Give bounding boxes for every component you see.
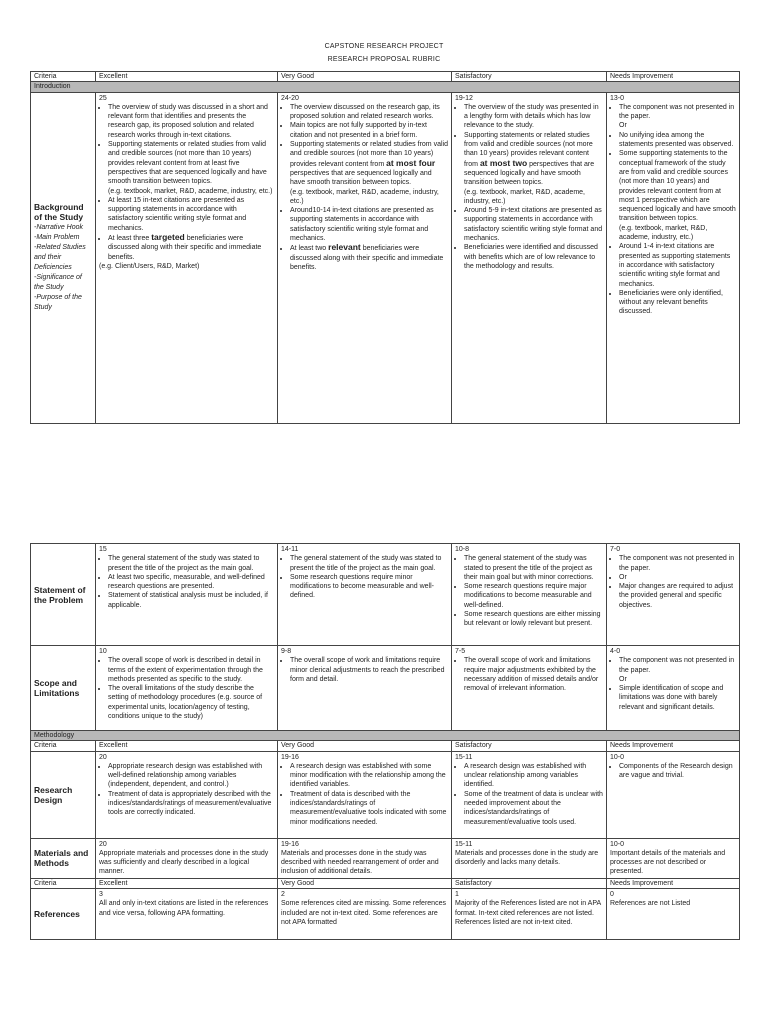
bullet-list: • The component was not presented in the paper. Or • No unifying idea among the statements presented was observed. • Some supporting statements to the conceptual framework of the study are from valid and credible sources (not more than 10 years) and provides relevant content from at most 1 perspective which are sequenced logically and have smooth transition between topics. (e.g. textbook, market, R&D, academe, industry, etc.) • Around 1-4 in-text citations are presented as supporting statements in accordance with satisfactory scientific writing style format and mechanics. • Beneficiaries were only identified, without any relevant benefits discussed. — [610, 103, 736, 317]
points: 7-5 — [455, 648, 466, 655]
cell-scope-needs-improvement — [607, 646, 740, 731]
cell-scope-satisfactory — [452, 646, 607, 731]
header-very-good: Very Good — [278, 72, 452, 82]
bullet-list: • Appropriate research design was established with well-defined relationship among variables (independent, dependent, and control.) • Treatment of data is appropriately described with the indices/standards/ratings of measurement/evaluative tools are correctly indicated. — [99, 762, 274, 818]
header-criteria: Criteria — [31, 878, 96, 888]
cell-scope-very-good — [278, 646, 452, 731]
row-background — [31, 92, 740, 423]
points: 19-16 — [281, 753, 299, 761]
criterion-background — [31, 92, 96, 423]
row-references — [31, 889, 740, 940]
bullet-list: • The overall scope of work and limitations require minor clerical adjustments to reach the prescribed form and detail. — [281, 656, 448, 684]
bullet-list: • The general statement of the study was stated to present the title of the project as the main goal. • At least two specific, measurable, and well-defined research questions are presented. • Statement of statistical analysis must be included, if applicable. — [99, 554, 274, 610]
header-criteria: Criteria — [31, 72, 96, 82]
points: 15-11 — [455, 840, 473, 848]
cell-background-very-good — [278, 92, 452, 423]
points: 13-0 — [610, 94, 625, 102]
rubric-table-methodology — [30, 543, 740, 940]
header-row — [31, 878, 740, 888]
cell-statement-satisfactory — [452, 544, 607, 646]
header-satisfactory: Satisfactory — [452, 878, 607, 888]
points: 19-16 — [281, 840, 299, 848]
points: 7-0 — [610, 546, 621, 553]
cell-design-very-good — [278, 751, 452, 838]
cell-background-satisfactory — [452, 92, 607, 423]
criterion-materials: Materials and Methods — [31, 838, 96, 878]
cell-background-needs-improvement — [607, 92, 740, 423]
header-satisfactory: Satisfactory — [452, 741, 607, 751]
cell-materials-needs-improvement: 10-0 Important details of the materials and processes are not described or presented. — [607, 838, 740, 878]
criterion-references: References — [31, 889, 96, 940]
points: 10-0 — [610, 840, 625, 848]
header-excellent: Excellent — [96, 878, 278, 888]
criterion-subtopics: -Narrative Hook -Main Problem -Related Studies and their Deficiencies -Significance of the Study -Purpose of the Study — [34, 224, 86, 312]
section-row-methodology — [31, 731, 740, 741]
criterion-statement: Statement of the Problem — [31, 544, 96, 646]
bullet-list: • The general statement of the study was stated to present the title of the project as the main goal. • Some research questions require minor modifications to become measurable and well-defined. — [281, 554, 448, 600]
header-row — [31, 72, 740, 82]
document-subtitle: RESEARCH PROPOSAL RUBRIC — [327, 56, 441, 63]
header-satisfactory: Satisfactory — [452, 72, 607, 82]
cell-design-satisfactory — [452, 751, 607, 838]
cell-design-excellent — [96, 751, 278, 838]
row-materials-methods — [31, 838, 740, 878]
header-very-good: Very Good — [278, 878, 452, 888]
cell-materials-satisfactory: 15-11 Materials and processes done in the study are disorderly and lacks many details. — [452, 838, 607, 878]
points: 25 — [99, 94, 107, 102]
header-needs-improvement: Needs Improvement — [607, 878, 740, 888]
header-row — [31, 741, 740, 751]
bullet-list: • The overview discussed on the research gap, its proposed solution and related research works. • Main topics are not fully supported by in-text citation and not presented in a brief form. • Supporting statements or related studies from valid and credible sources (not more than 10 years) provides relevant content from at most four perspectives that are sequenced logically and have smooth transition between topics. (e.g. textbook, market, R&D, academe, industry, etc.) • Around10-14 in-text citations are presented as supporting statements in accordance with satisfactory scientific writing style format and mechanics. • At least two relevant beneficiaries were discussed along with their specific and immediate benefits. — [281, 103, 448, 272]
cell-statement-excellent — [96, 544, 278, 646]
document-title: CAPSTONE RESEARCH PROJECT — [324, 43, 444, 50]
bullet-list: • Components of the Research design are vague and trivial. — [610, 762, 736, 781]
points: 15-11 — [455, 753, 473, 761]
cell-references-satisfactory: 1 Majority of the References listed are not in APA format. In-text cited references are not listed. References listed are not in-text cited. — [452, 889, 607, 940]
cell-materials-excellent: 20 Appropriate materials and processes done in the study was sufficiently and clearly described in a logical manner. — [96, 838, 278, 878]
points: 15 — [99, 546, 107, 553]
cell-design-needs-improvement — [607, 751, 740, 838]
points: 20 — [99, 840, 107, 848]
cell-background-excellent: 25 • The overview of study was discussed in a short and relevant form that identifies and presents the research gap, its proposed solution and related research works through in-text citations. • Supporting statements or related studies from valid and credible sources (not more than 10 years) provides relevant content from at least five perspectives that are sequenced logically and have smooth transition between topics. (e.g. textbook, market, R&D, academe, industry, etc.) • At least 15 in-text citations are presented as supporting statements in accordance with satisfactory scientific writing style format and mechanics. • At least three targeted beneficiaries were discussed along with their specific and immediate benefits. (e.g. Client/Users, R&D, Market) — [96, 92, 278, 423]
header-criteria: Criteria — [31, 741, 96, 751]
header-needs-improvement: Needs Improvement — [607, 72, 740, 82]
criterion-scope: Scope and Limitations — [31, 646, 96, 731]
bullet-list: • A research design was established with unclear relationship among variables identified. • Some of the treatment of data is unclear with needed improvement about the indices/standards/ratings of measurement/evaluative tools used. — [455, 762, 603, 827]
header-needs-improvement: Needs Improvement — [607, 741, 740, 751]
section-row-introduction — [31, 82, 740, 92]
cell-references-needs-improvement: 0 References are not Listed — [607, 889, 740, 940]
header-very-good: Very Good — [278, 741, 452, 751]
cell-statement-needs-improvement — [607, 544, 740, 646]
row-research-design — [31, 751, 740, 838]
points: 9-8 — [281, 648, 292, 655]
cell-statement-very-good — [278, 544, 452, 646]
bullet-list: • The component was not presented in the paper. Or • Simple identification of scope and limitations was done with barely relevant and significant details. — [610, 656, 736, 712]
points: 10-0 — [610, 753, 625, 761]
bullet-list: • The overall scope of work and limitations require major adjustments exhibited by the necessary addition of missed details and/or removal of irrelevant information. — [455, 656, 603, 693]
section-methodology: Methodology — [31, 731, 740, 741]
bullet-list: • The component was not presented in the paper. • Or • Major changes are required to adjust the provided general and specific objectives. — [610, 554, 736, 610]
criterion-title: Background of the Study — [34, 202, 84, 223]
points: 3 — [99, 891, 103, 899]
row-scope-limitations — [31, 646, 740, 731]
points: 0 — [610, 891, 614, 899]
header-excellent: Excellent — [96, 72, 278, 82]
bullet-list: • The overview of study was discussed in a short and relevant form that identifies and presents the research gap, its proposed solution and related research works through in-text citations. • Supporting statements or related studies from valid and credible sources (not more than 10 years) provides relevant content from at least five perspectives that are sequenced logically and have smooth transition between topics. (e.g. textbook, market, R&D, academe, industry, etc.) • At least 15 in-text citations are presented as supporting statements in accordance with satisfactory scientific writing style format and mechanics. • At least three targeted beneficiaries were discussed along with their specific and immediate benefits. — [99, 103, 274, 262]
cell-scope-excellent — [96, 646, 278, 731]
points: 14-11 — [281, 546, 299, 553]
points: 4-0 — [610, 648, 621, 655]
section-introduction: Introduction — [31, 82, 740, 92]
bullet-list: • The general statement of the study was stated to present the title of the project as their main goal but with minor corrections. • Some research questions require major modifications to become measurable and well-defined. • Some research questions are either missing but relevant or lowly relevant but present. — [455, 554, 603, 628]
points: 19-12 — [455, 94, 473, 102]
points: 20 — [99, 753, 107, 761]
points: 2 — [281, 891, 285, 899]
cell-references-excellent: 3 All and only in-text citations are listed in the references and vice versa, following APA formatting. — [96, 889, 278, 940]
criterion-design: Research Design — [31, 751, 96, 838]
bullet-list: • The overall scope of work is described in detail in terms of the extent of experimentation through the methods presented as specific to the study. • The overall limitations of the study describe the setting of methodology procedures (e.g. source of experimental units, location/agency of testing, conditions unique to the study) — [99, 656, 274, 721]
document-header — [0, 40, 768, 66]
points: 24-20 — [281, 94, 299, 102]
cell-materials-very-good: 19-16 Materials and processes done in the study was described with needed rearrangement of order and inclusion of additional details. — [278, 838, 452, 878]
header-excellent: Excellent — [96, 741, 278, 751]
bullet-list: • The overview of the study was presented in a lengthy form with details which has low relevance to the study. • Supporting statements or related studies from valid and credible sources (not more than 10 years) provides relevant content from at most two perspectives that are sequenced logically and have smooth transition between topics. (e.g. textbook, market, R&D, academe, industry, etc.) • Around 5-9 in-text citations are presented as supporting statements in accordance with satisfactory scientific writing style format and mechanics. • Beneficiaries were identified and discussed with benefits which are of low relevance to the methodology and results. — [455, 103, 603, 271]
points: 1 — [455, 891, 459, 899]
points: 10 — [99, 648, 107, 655]
points: 10-8 — [455, 546, 470, 553]
row-statement-of-problem — [31, 544, 740, 646]
rubric-table-introduction — [30, 71, 740, 424]
cell-references-very-good: 2 Some references cited are missing. Some references included are not in-text cited. Some references are not APA formatted — [278, 889, 452, 940]
bullet-list: • A research design was established with some minor modification with the relationship among the identified variables. • Treatment of data is described with the indices/standards/ratings of measurement/evaluative tools indicated with some minor modifications needed. — [281, 762, 448, 827]
